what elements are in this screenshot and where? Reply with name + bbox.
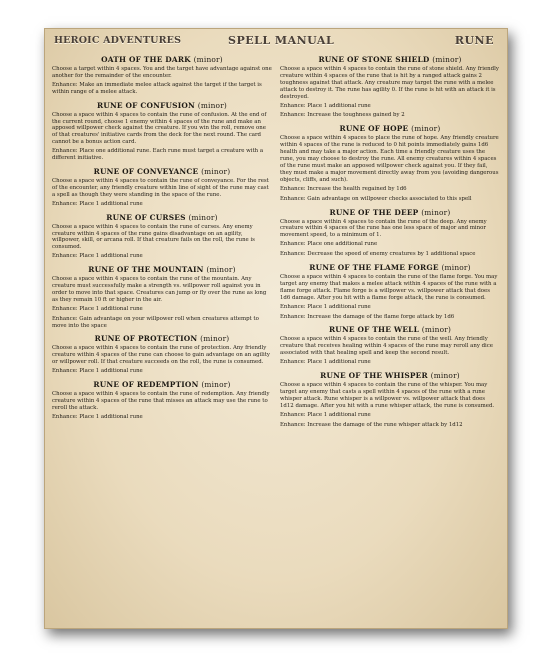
spell-rank: (minor): [200, 334, 230, 344]
spell-enhance: Enhance: Make an immediate melee attack against the target if the target is within range of a melee attack.: [52, 81, 262, 95]
spell-enhance: Enhance: Place 1 additional rune: [52, 305, 143, 312]
spell-enhance: Enhance: Place one additional rune: [280, 241, 378, 248]
spell-enhance: Enhance: Gain advantage on your willpower roll when creatures attempt to move into the space: [52, 315, 259, 329]
header-section-title: SPELL MANUAL: [228, 34, 335, 47]
spell-rank: (minor): [206, 265, 236, 275]
spell-entry: [280, 55, 500, 119]
spell-entry: [280, 325, 500, 366]
spell-title: [52, 265, 272, 274]
spell-entry: [52, 101, 272, 162]
spell-name: RUNE OF THE WHISPER: [320, 371, 428, 381]
spell-entry: [280, 124, 500, 202]
spell-description: Choose a space within 4 spaces to contain the rune of curses. Any enemy creature within 4 spaces of the rune gains disadvantage on an agility, willpower, skill, or arcana roll. If that creature fails on the roll, the rune is consumed.: [52, 223, 255, 251]
left-column: [52, 55, 272, 426]
spell-entry: [52, 380, 272, 421]
spell-description: Choose a space within 4 spaces to contain the rune of the flame forge. You may target any enemy that makes a melee attack within 4 spaces of the rune with a flame forge attack. Flame forge is a willpower vs. willpower attack that does 1d6 damage. After you hit with a flame forge attack, the rune is consumed.: [280, 274, 498, 301]
spell-description: Choose a space within 4 spaces to contain the rune of the whisper. You may target any enemy that casts a spell within 4 spaces of the rune with a rune whisper attack. Rune whisper is a willpower vs. willpower attack that does 1d12 damage. After you hit with a rune whisper attack, the rune is consumed.: [280, 382, 495, 409]
spell-description: Choose a space within 4 spaces to contain the rune of redemption. Any friendly creature within 4 spaces of the rune that misses an attack may use the rune to reroll the attack.: [52, 391, 270, 411]
spell-title: [280, 325, 500, 334]
spell-title: [52, 167, 272, 176]
spell-title: [280, 208, 500, 217]
spell-title: [52, 55, 272, 64]
spell-name: RUNE OF HOPE: [339, 124, 409, 134]
spell-description: Choose a target within 4 spaces. You and the target have advantage against one another for the remainder of the encounter.: [52, 66, 272, 79]
spell-enhance: Enhance: Place 1 additional rune: [52, 253, 143, 260]
spell-title: [52, 213, 272, 222]
spell-name: RUNE OF STONE SHIELD: [318, 55, 430, 64]
spell-title: [52, 101, 272, 110]
spell-enhance: Enhance: Place 1 additional rune: [52, 368, 143, 375]
spell-enhance: Enhance: Increase the health regained by 1d6: [280, 185, 407, 192]
spell-enhance: Enhance: Increase the toughness gained by 2: [280, 112, 405, 119]
spell-title: [280, 263, 500, 272]
spell-name: RUNE OF REDEMPTION: [93, 380, 199, 390]
spell-enhance: Enhance: Place 1 additional rune: [52, 413, 143, 420]
spell-entry: [280, 208, 500, 259]
spell-rank: (minor): [201, 380, 231, 390]
spell-description: Choose a space within 4 spaces to contain the rune of stone shield. Any friendly creature within 4 spaces of the rune that is hit by a ranged attack gains 2 toughness against that attack. Any creature may target the rune with a melee attack to destroy it. The rune has agility 0. If the rune is hit with an attack it is destroyed.: [280, 66, 499, 100]
spell-enhance: Enhance: Place 1 additional rune: [52, 200, 143, 207]
spell-name: OATH OF THE DARK: [101, 55, 191, 64]
spell-name: RUNE OF THE FLAME FORGE: [309, 263, 439, 273]
spell-rank: (minor): [432, 55, 462, 64]
spell-rank: (minor): [411, 124, 441, 134]
spell-entry: [52, 334, 272, 375]
right-column: [280, 55, 500, 434]
header-category: RUNE: [454, 34, 494, 47]
spell-title: [52, 334, 272, 343]
spell-entry: [52, 55, 272, 96]
spell-description: Choose a space within 4 spaces to contain the rune of the well. Any friendly creature that receives healing within 4 spaces of the rune may reroll any dice associated with that healing spell and keep the second result.: [280, 336, 493, 357]
spell-title: [280, 371, 500, 380]
spell-name: RUNE OF THE WELL: [328, 325, 419, 335]
spell-rank: (minor): [421, 207, 451, 217]
spell-description: Choose a space within 4 spaces to contain the rune of confusion. At the end of the current round, choose 1 enemy within 4 spaces of the rune and make an apposed willpower check against the creature. If you win the roll, remove one of that creatures' initiative cards from the deck for the next round. The card cannot be a bonus action card.: [52, 111, 267, 146]
manual-page: [44, 28, 508, 629]
spell-name: RUNE OF THE DEEP: [329, 207, 419, 217]
spell-description: Choose a space within 4 spaces to place the rune of hope. Any friendly creature within 4 spaces of the rune is reduced to 0 hit points immediately gains 1d6 health and may take a major action. Each time a friendly creature uses the rune, you may choose to destroy the rune. All enemy creatures within 4 spaces of the rune must make an apposed willpower check against you. If they fail, they must make a major movement directly away from you (avoiding dangerous objects, cliffs, and such).: [280, 135, 499, 183]
spell-enhance: Enhance: Place 1 additional rune: [280, 411, 371, 418]
spell-enhance: Enhance: Place one additional rune. Each rune must target a creature with a different initiative.: [52, 148, 264, 162]
spell-rank: (minor): [430, 371, 460, 381]
spell-enhance: Enhance: Place 1 additional rune: [280, 359, 371, 366]
spell-rank: (minor): [441, 263, 471, 273]
page-header: [54, 34, 498, 50]
spell-enhance: Enhance: Increase the damage of the flame forge attack by 1d6: [280, 313, 455, 320]
spell-entry: [52, 213, 272, 261]
spell-description: Choose a space within 4 spaces to contain the rune of protection. Any friendly creature within 4 spaces of the rune can choose to gain advantage on an agility or willpower roll. If that creature succeeds on the roll, the rune is consumed.: [52, 345, 270, 366]
spell-title: [280, 124, 500, 133]
spell-name: RUNE OF CURSES: [106, 212, 186, 222]
spell-enhance: Enhance: Gain advantage on willpower checks associated to this spell: [280, 195, 472, 202]
spell-enhance: Enhance: Increase the damage of the rune whisper attack by 1d12: [280, 421, 463, 428]
spell-enhance: Enhance: Place 1 additional rune: [280, 303, 371, 310]
spell-name: RUNE OF PROTECTION: [94, 334, 198, 344]
spell-title: [280, 55, 500, 64]
spell-entry: [280, 371, 500, 428]
spell-description: Choose a space within 4 spaces to contain the rune of conveyance. For the rest of the encounter, any friendly creature within line of sight of the rune may cast a spell as though they were standing in the space of the rune.: [52, 177, 269, 198]
spell-rank: (minor): [201, 166, 231, 176]
spell-entry: [280, 263, 500, 320]
spell-entry: [52, 167, 272, 208]
header-book-title: HEROIC ADVENTURES: [54, 35, 182, 46]
spell-enhance: Enhance: Decrease the speed of enemy creatures by 1 additional space: [280, 251, 476, 258]
spell-rank: (minor): [188, 212, 218, 222]
spell-rank: (minor): [197, 100, 228, 110]
spell-name: RUNE OF THE MOUNTAIN: [88, 265, 204, 275]
spell-rank: (minor): [193, 55, 223, 64]
spell-description: Choose a space within 4 spaces to contain the rune of the deep. Any enemy creature within 4 spaces of the rune has one less space of major and minor movement speed, to a minimum of 1.: [280, 218, 487, 239]
spell-name: RUNE OF CONFUSION: [96, 100, 195, 110]
spell-rank: (minor): [421, 325, 452, 335]
spell-entry: [52, 265, 272, 329]
spell-name: RUNE OF CONVEYANCE: [93, 166, 199, 176]
spell-title: [52, 380, 272, 389]
spell-enhance: Enhance: Place 1 additional rune: [280, 102, 371, 109]
spell-description: Choose a space within 4 spaces to contain the rune of the mountain. Any creature must successfully make a strength vs. willpower roll against you in order to move into that space. Creatures can jump or fly over the rune as long as they remain 10 ft or higher in the air.: [52, 276, 267, 303]
